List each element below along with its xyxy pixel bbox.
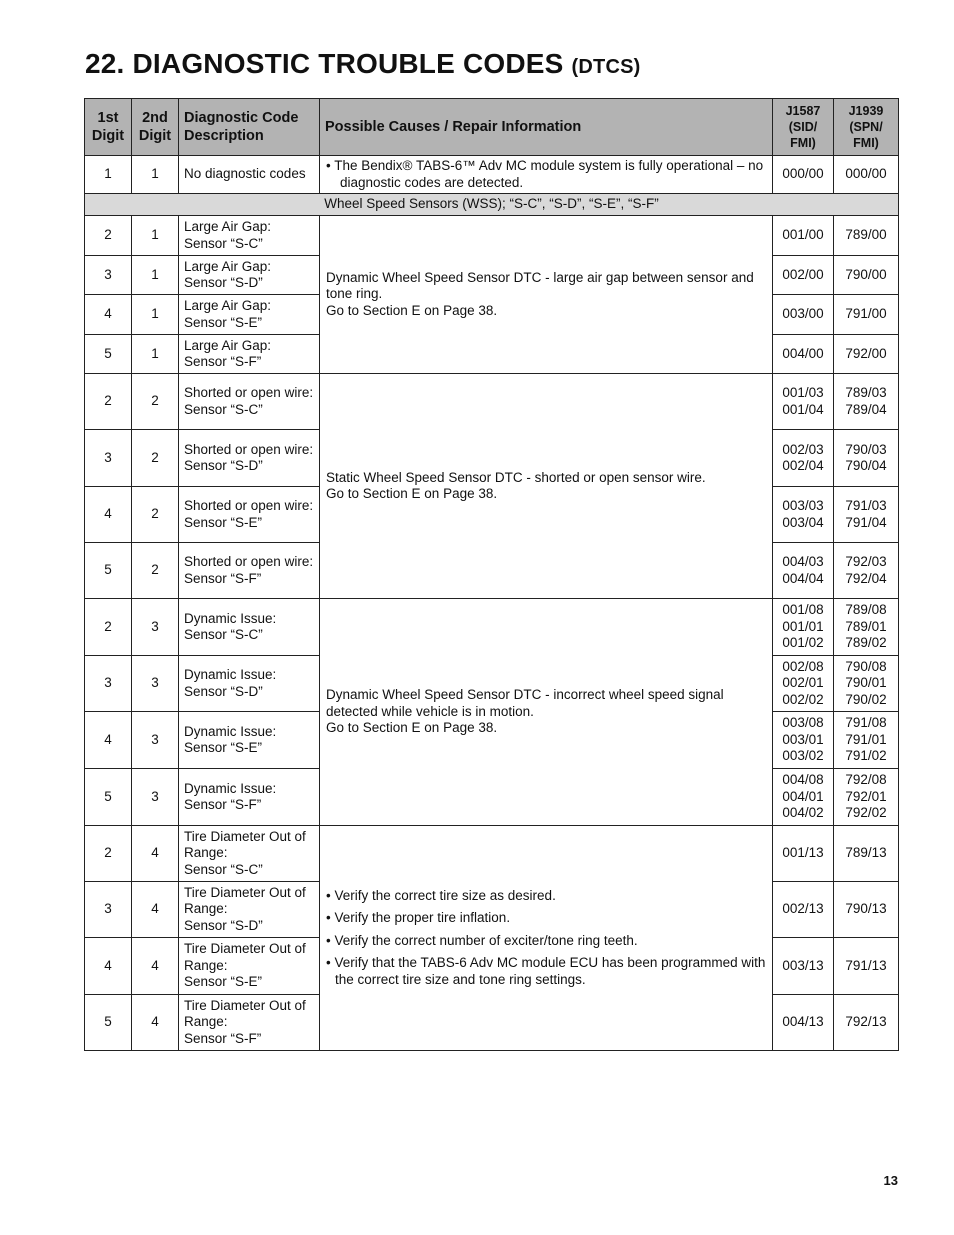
cell-j1939 [834, 216, 899, 256]
j1939-code: 791/04 [845, 514, 887, 530]
table-row [85, 216, 899, 256]
cell-description [179, 374, 320, 430]
j1587-code: 002/01 [782, 675, 824, 691]
header-j1587: J1587 (SID/ FMI) [773, 99, 834, 156]
header-2nd-digit: 2nd Digit [132, 99, 179, 156]
j1939-code: 790/00 [845, 266, 887, 282]
cell-description [179, 826, 320, 882]
j1939-code: 789/04 [845, 401, 887, 417]
cell-digit-2: 1 [132, 216, 179, 256]
j1939-code: 790/04 [845, 458, 887, 473]
cell-j1939 [834, 938, 899, 995]
cell-j1939 [834, 430, 899, 487]
cell-j1587 [773, 295, 834, 335]
description-line: Sensor “S-E” [184, 740, 263, 755]
cell-j1587 [773, 335, 834, 374]
causes-line: Static Wheel Speed Sensor DTC - shorted or open sensor wire. [326, 469, 706, 485]
description-line: Tire Diameter Out of Range: [184, 941, 306, 973]
cell-digit-2: 1 [132, 295, 179, 335]
j1939-code: 791/01 [845, 731, 887, 747]
j1939-code: 791/03 [845, 498, 887, 513]
j1587-code: 003/04 [782, 514, 824, 530]
cell-digit-1: 4 [85, 487, 132, 543]
header-1st-digit: 1st Digit [85, 99, 132, 156]
j1587-code: 004/08 [782, 772, 824, 788]
cell-j1587 [773, 216, 834, 256]
j1587-code: 001/13 [782, 845, 824, 861]
description-line: Large Air Gap: [184, 258, 272, 274]
cell-digit-1: 3 [85, 882, 132, 938]
section-header-row [85, 194, 899, 216]
j1939-code: 792/08 [845, 772, 887, 788]
description-line: Shorted or open wire: [184, 498, 314, 513]
j1939-code: 792/02 [845, 805, 887, 821]
j1587-code: 003/01 [782, 731, 824, 747]
j1587-code: 004/03 [782, 554, 824, 569]
cell-description [179, 216, 320, 256]
cell-j1939 [834, 882, 899, 938]
cell-j1939 [834, 256, 899, 295]
cell-j1939 [834, 599, 899, 656]
j1587-code: 004/00 [782, 345, 824, 361]
cell-digit-1: 5 [85, 543, 132, 599]
cell-j1939 [834, 335, 899, 374]
causes-bullet: • Verify the correct number of exciter/tone ring teeth. [326, 932, 638, 948]
j1939-code: 791/02 [845, 748, 887, 764]
cell-j1939 [834, 295, 899, 335]
description-line: Sensor “S-E” [184, 314, 263, 330]
description-line: Sensor “S-F” [184, 570, 262, 586]
cell-digit-2: 1 [132, 335, 179, 374]
causes-bullet: • Verify the correct tire size as desired. [326, 887, 556, 903]
cell-digit-1: 2 [85, 826, 132, 882]
description-line: Dynamic Issue: [184, 780, 277, 796]
cell-digit-1: 5 [85, 995, 132, 1051]
cell-description [179, 487, 320, 543]
description-line: Sensor “S-C” [184, 235, 263, 251]
cell-j1587 [773, 599, 834, 656]
cell-j1939 [834, 712, 899, 769]
j1587-code: 001/04 [782, 401, 824, 417]
cell-j1587 [773, 938, 834, 995]
j1939-code: 789/01 [845, 618, 887, 634]
cell-causes [320, 374, 773, 599]
page-title [85, 48, 641, 80]
cell-digit-1: 1 [85, 156, 132, 194]
cell-description [179, 938, 320, 995]
description-line: Dynamic Issue: [184, 723, 277, 739]
cell-j1939 [834, 543, 899, 599]
j1939-code: 789/08 [845, 602, 887, 618]
j1587-code: 004/04 [782, 570, 824, 586]
description-line: Sensor “S-C” [184, 401, 263, 417]
cell-digit-2: 1 [132, 156, 179, 194]
cell-digit-2: 2 [132, 487, 179, 543]
j1939-code: 789/13 [845, 845, 887, 861]
description-line: Large Air Gap: [184, 219, 272, 234]
cell-description [179, 712, 320, 769]
cell-digit-1: 2 [85, 216, 132, 256]
description-line: Shorted or open wire: [184, 385, 314, 400]
causes-bullet: • Verify the proper tire inflation. [326, 910, 511, 926]
description-line: Sensor “S-F” [184, 354, 262, 369]
cell-description [179, 599, 320, 656]
cell-digit-2: 4 [132, 882, 179, 938]
cell-causes [320, 216, 773, 374]
description-line: Sensor “S-D” [184, 275, 263, 290]
cell-j1587 [773, 826, 834, 882]
cell-digit-2: 4 [132, 826, 179, 882]
j1939-code: 791/08 [845, 715, 887, 731]
j1939-code: 792/04 [845, 570, 887, 586]
cell-j1939 [834, 826, 899, 882]
description-line: Large Air Gap: [184, 298, 272, 313]
cell-digit-2: 3 [132, 599, 179, 656]
cell-j1587 [773, 712, 834, 769]
j1587-code: 001/08 [782, 602, 824, 618]
description-line: Sensor “S-E” [184, 514, 263, 530]
cell-causes [320, 599, 773, 826]
cell-description [179, 295, 320, 335]
j1587-code: 002/00 [782, 266, 824, 282]
description-line: Sensor “S-D” [184, 917, 263, 933]
cell-description [179, 769, 320, 826]
section-header: Wheel Speed Sensors (WSS); “S-C”, “S-D”, “S-E”, “S-F” [85, 194, 899, 216]
cell-j1587 [773, 487, 834, 543]
description-line: Sensor “S-E” [184, 974, 263, 990]
cell-digit-1: 2 [85, 599, 132, 656]
description-line: Sensor “S-D” [184, 683, 263, 699]
causes-bullet: • Verify that the TABS-6 Adv MC module ECU has been programmed with the correct tire size and tone ring settings. [326, 955, 766, 987]
cell-digit-1: 4 [85, 295, 132, 335]
j1939-code: 792/00 [845, 345, 887, 361]
cell-digit-2: 3 [132, 712, 179, 769]
cell-j1587 [773, 769, 834, 826]
j1587-code: 002/02 [782, 691, 824, 707]
cell-digit-2: 4 [132, 995, 179, 1051]
cell-digit-2: 3 [132, 656, 179, 712]
description-line: Sensor “S-D” [184, 458, 263, 473]
j1939-code: 790/01 [845, 675, 887, 691]
cell-description [179, 256, 320, 295]
causes-line: Dynamic Wheel Speed Sensor DTC - incorrect wheel speed signal detected while vehicle is in motion. [326, 687, 724, 719]
cell-j1587 [773, 882, 834, 938]
j1939-code: 792/13 [845, 1014, 887, 1030]
j1939-code: 789/02 [845, 635, 887, 651]
cell-digit-1: 3 [85, 430, 132, 487]
cell-j1587 [773, 995, 834, 1051]
cell-j1939: 000/00 [834, 156, 899, 194]
j1587-code: 001/00 [782, 227, 824, 243]
table-row [85, 374, 899, 430]
j1939-code: 790/08 [845, 658, 887, 674]
j1587-code: 001/02 [782, 635, 824, 651]
j1587-code: 003/00 [782, 306, 824, 322]
cell-digit-1: 5 [85, 335, 132, 374]
description-line: Dynamic Issue: [184, 667, 277, 682]
causes-line: Dynamic Wheel Speed Sensor DTC - large air gap between sensor and tone ring. [326, 269, 754, 302]
header-causes: Possible Causes / Repair Information [320, 99, 773, 156]
causes-line: Go to Section E on Page 38. [326, 720, 498, 736]
cell-j1939 [834, 487, 899, 543]
header-description: Diagnostic Code Description [179, 99, 320, 156]
description-line: Shorted or open wire: [184, 554, 314, 569]
j1939-code: 791/00 [845, 306, 887, 322]
header-j1939: J1939 (SPN/ FMI) [834, 99, 899, 156]
cell-digit-1: 4 [85, 938, 132, 995]
page-number: 13 [883, 1173, 898, 1188]
description-line: Sensor “S-F” [184, 797, 262, 812]
cell-digit-2: 1 [132, 256, 179, 295]
table-header-row [85, 99, 899, 156]
description-line: Tire Diameter Out of Range: [184, 884, 306, 917]
j1939-code: 790/03 [845, 441, 887, 457]
j1939-code: 790/02 [845, 691, 887, 707]
cell-description [179, 995, 320, 1051]
j1939-code: 791/13 [845, 957, 887, 973]
cell-description [179, 335, 320, 374]
j1939-code: 789/03 [845, 385, 887, 400]
cell-digit-1: 3 [85, 256, 132, 295]
description-line: Tire Diameter Out of Range: [184, 997, 306, 1030]
causes-line: Go to Section E on Page 38. [326, 302, 498, 318]
cell-j1939 [834, 374, 899, 430]
cell-description [179, 430, 320, 487]
causes-line: Go to Section E on Page 38. [326, 486, 498, 501]
cell-causes [320, 826, 773, 1051]
description-line: Dynamic Issue: [184, 610, 277, 626]
cell-digit-2: 2 [132, 430, 179, 487]
cell-digit-1: 5 [85, 769, 132, 826]
table-row [85, 156, 899, 194]
j1587-code: 003/13 [782, 957, 824, 973]
j1587-code: 001/01 [782, 618, 824, 634]
j1587-code: 002/04 [782, 458, 824, 473]
cell-digit-2: 2 [132, 543, 179, 599]
description-line: Large Air Gap: [184, 337, 272, 353]
cell-digit-1: 2 [85, 374, 132, 430]
description-line: Sensor “S-F” [184, 1030, 262, 1046]
cell-causes [320, 156, 773, 194]
table-row [85, 826, 899, 882]
j1939-code: 789/00 [845, 227, 887, 243]
cell-j1587 [773, 543, 834, 599]
j1587-code: 003/08 [782, 715, 824, 731]
page-title-sub: (DTCS) [571, 56, 641, 78]
cell-j1587 [773, 256, 834, 295]
j1939-code: 792/01 [845, 788, 887, 804]
cell-digit-2: 3 [132, 769, 179, 826]
cell-description [179, 882, 320, 938]
j1587-code: 002/08 [782, 658, 824, 674]
j1939-code: 792/03 [845, 554, 887, 569]
description-line: Sensor “S-C” [184, 627, 263, 642]
dtc-table [84, 98, 899, 1051]
table-row [85, 599, 899, 656]
cell-description [179, 656, 320, 712]
j1587-code: 004/01 [782, 788, 824, 804]
description-line: Tire Diameter Out of Range: [184, 828, 306, 861]
j1587-code: 003/02 [782, 748, 824, 764]
j1587-code: 003/03 [782, 498, 824, 513]
cell-digit-2: 2 [132, 374, 179, 430]
page-title-main: 22. DIAGNOSTIC TROUBLE CODES [85, 48, 564, 79]
cell-j1939 [834, 769, 899, 826]
cell-j1587: 000/00 [773, 156, 834, 194]
cell-j1587 [773, 430, 834, 487]
cell-j1587 [773, 374, 834, 430]
cell-j1939 [834, 995, 899, 1051]
cell-description: No diagnostic codes [179, 156, 320, 194]
cell-j1587 [773, 656, 834, 712]
cell-description [179, 543, 320, 599]
cell-digit-1: 3 [85, 656, 132, 712]
j1587-code: 002/03 [782, 441, 824, 457]
description-line: Sensor “S-C” [184, 861, 263, 877]
j1587-code: 004/13 [782, 1014, 824, 1030]
j1939-code: 790/13 [845, 901, 887, 917]
cell-digit-2: 4 [132, 938, 179, 995]
cell-j1939 [834, 656, 899, 712]
j1587-code: 001/03 [782, 385, 824, 400]
cell-digit-1: 4 [85, 712, 132, 769]
j1587-code: 002/13 [782, 901, 824, 917]
j1587-code: 004/02 [782, 805, 824, 821]
causes-text: • The Bendix® TABS-6™ Adv MC module system is fully operational – no diagnostic codes are detected. [326, 158, 764, 190]
description-line: Shorted or open wire: [184, 441, 314, 457]
